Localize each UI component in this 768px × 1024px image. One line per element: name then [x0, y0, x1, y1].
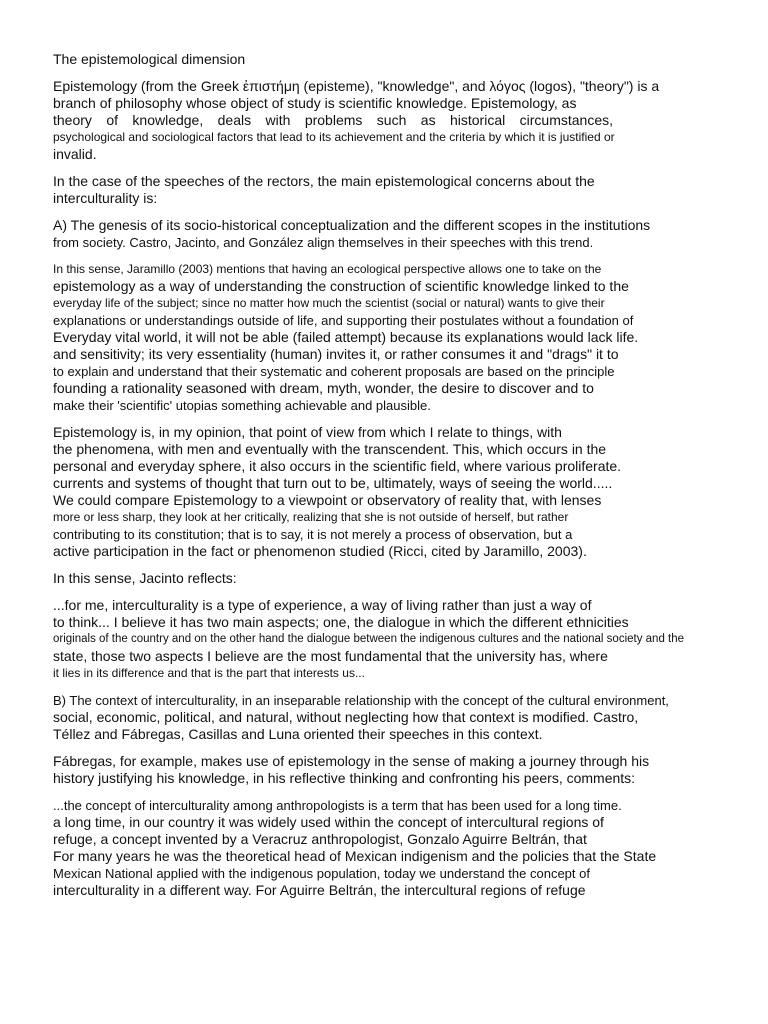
text-line: founding a rationality seasoned with dream, myth, wonder, the desire to discover and to	[53, 380, 594, 396]
text-line: branch of philosophy whose object of study is scientific knowledge. Epistemology, as	[53, 95, 577, 111]
text-line: A) The genesis of its socio-historical conceptualization and the different scopes in the institutions	[53, 217, 651, 233]
paragraph-jaramillo	[53, 261, 765, 414]
text-line: Téllez and Fábregas, Casillas and Luna oriented their speeches in this context.	[53, 726, 543, 742]
document-page	[53, 51, 765, 909]
paragraph-point-a	[53, 217, 765, 251]
text-line: psychological and sociological factors that lead to its achievement and the criteria by which it is justified or	[53, 130, 615, 144]
text-line: everyday life of the subject; since no matter how much the scientist (social or natural) wants to give their	[53, 296, 605, 310]
text-line: to think... I believe it has two main aspects; one, the dialogue in which the different ethnicities	[53, 614, 629, 630]
text-line: Mexican National applied with the indigenous population, today we understand the concept of	[53, 866, 590, 881]
text-line: Fábregas, for example, makes use of epistemology in the sense of making a journey through his	[53, 753, 650, 769]
text-line: contributing to its constitution; that is to say, it is not merely a process of observation, but a	[53, 527, 573, 542]
text-line: In the case of the speeches of the rectors, the main epistemological concerns about the	[53, 173, 595, 189]
paragraph-fabregas-quote	[53, 797, 765, 899]
text-line: history justifying his knowledge, in his reflective thinking and confronting his peers, comments:	[53, 770, 636, 786]
text-line: personal and everyday sphere, it also occurs in the scientific field, where various proliferate.	[53, 458, 622, 474]
text-line: state, those two aspects I believe are the most fundamental that the university has, where	[53, 648, 608, 664]
text-line: the phenomena, with men and eventually with the transcendent. This, which occurs in the	[53, 441, 607, 457]
text-line: Epistemology is, in my opinion, that point of view from which I relate to things, with	[53, 424, 562, 440]
text-line: Epistemology (from the Greek ἐπιστήμη (episteme), "knowledge", and λόγος (logos), "theory") is a	[53, 78, 660, 94]
paragraph-jacinto-intro	[53, 570, 765, 587]
paragraph-point-b	[53, 692, 765, 743]
paragraph-epistemology-opinion	[53, 424, 765, 560]
text-line: For many years he was the theoretical head of Mexican indigenism and the policies that the State	[53, 848, 657, 864]
paragraph-jacinto-quote	[53, 597, 765, 682]
text-line: We could compare Epistemology to a viewpoint or observatory of reality that, with lenses	[53, 492, 602, 508]
paragraph-epistemology-definition	[53, 78, 765, 163]
text-line: invalid.	[53, 146, 97, 162]
text-line: a long time, in our country it was widely used within the concept of intercultural regions of	[53, 814, 604, 830]
text-line: interculturality is:	[53, 190, 158, 206]
text-line: ...for me, interculturality is a type of experience, a way of living rather than just a way of	[53, 597, 592, 613]
text-line: currents and systems of thought that turn out to be, ultimately, ways of seeing the world.....	[53, 475, 613, 491]
text-line: active participation in the fact or phenomenon studied (Ricci, cited by Jaramillo, 2003).	[53, 543, 587, 559]
text-line: epistemology as a way of understanding the construction of scientific knowledge linked to the	[53, 278, 629, 294]
text-line: theory of knowledge, deals with problems such as historical circumstances,	[53, 112, 613, 128]
text-line: ...the concept of interculturality among anthropologists is a term that has been used for a long time.	[53, 798, 622, 813]
text-line: and sensitivity; its very essentiality (human) invites it, or rather consumes it and "drags" it to	[53, 346, 619, 362]
text-line: to explain and understand that their systematic and coherent proposals are based on the principle	[53, 364, 615, 379]
text-line: interculturality in a different way. For Aguirre Beltrán, the intercultural regions of refuge	[53, 882, 586, 898]
section-title: The epistemological dimension	[53, 51, 246, 67]
text-line: social, economic, political, and natural, without neglecting how that context is modified. Castro,	[53, 709, 639, 725]
text-line: In this sense, Jacinto reflects:	[53, 570, 237, 586]
text-line: In this sense, Jaramillo (2003) mentions that having an ecological perspective allows one to take on the	[53, 262, 602, 276]
text-line: originals of the country and on the other hand the dialogue between the indigenous cultures and the national society and the	[53, 633, 685, 645]
text-line: more or less sharp, they look at her critically, realizing that she is not outside of herself, but rather	[53, 510, 569, 524]
text-line: make their 'scientific' utopias something achievable and plausible.	[53, 398, 431, 413]
text-line: refuge, a concept invented by a Veracruz anthropologist, Gonzalo Aguirre Beltrán, that	[53, 831, 587, 847]
text-line: it lies in its difference and that is the part that interests us...	[53, 666, 365, 680]
paragraph-rectors-concerns	[53, 173, 765, 207]
text-line: explanations or understandings outside of life, and supporting their postulates without a foundation of	[53, 313, 634, 328]
paragraph-fabregas-intro	[53, 753, 765, 787]
text-line: B) The context of interculturality, in an inseparable relationship with the concept of the cultural environment,	[53, 693, 669, 708]
text-line: Everyday vital world, it will not be able (failed attempt) because its explanations would lack life.	[53, 329, 639, 345]
text-line: from society. Castro, Jacinto, and González align themselves in their speeches with this trend.	[53, 235, 594, 250]
